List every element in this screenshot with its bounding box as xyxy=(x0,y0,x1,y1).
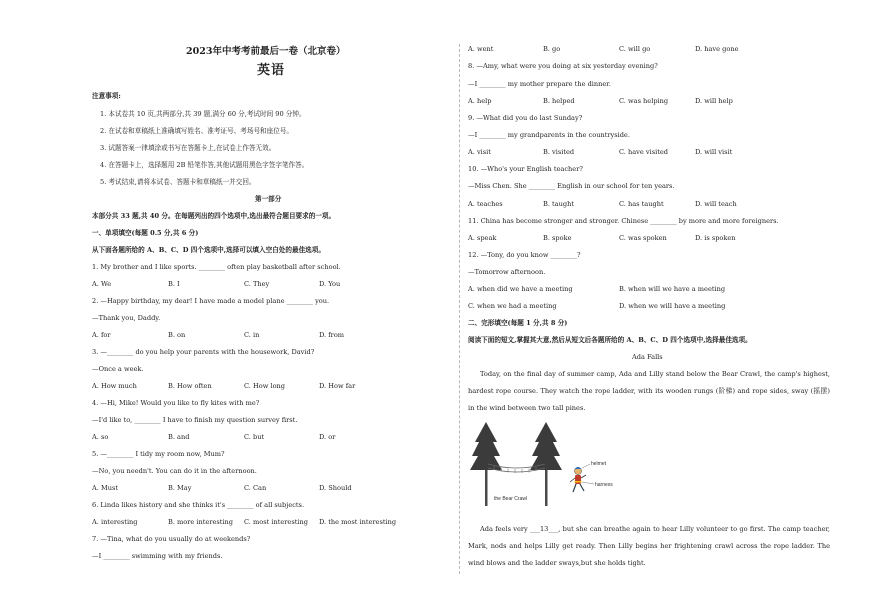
option-d[interactable]: D. will teach xyxy=(695,200,737,208)
exam-subject: 英语 xyxy=(257,63,286,78)
note-item: 5. 考试结束,请将本试卷、答题卡和草稿纸一并交回。 xyxy=(100,178,256,186)
question-stem: 6. Linda likes history and she thinks it's ________ of all subjects. xyxy=(92,501,305,509)
option-b[interactable]: B. more interesting xyxy=(168,518,233,526)
option-d[interactable]: D. from xyxy=(319,331,345,339)
question-stem: 4. —Hi, Mike! Would you like to fly kites with me? xyxy=(92,399,260,407)
option-c[interactable]: C. but xyxy=(244,433,265,441)
option-b[interactable]: B. May xyxy=(168,484,192,492)
note-item: 1. 本试卷共 10 页,共两部分,共 39 题,满分 60 分,考试时间 90 分钟。 xyxy=(100,110,306,118)
option-b[interactable]: B. helped xyxy=(543,97,575,105)
option-c[interactable]: C. They xyxy=(244,280,270,288)
notes-heading: 注意事项: xyxy=(92,92,121,100)
question-stem: —I ________ swimming with my friends. xyxy=(92,552,223,560)
option-d[interactable]: D. is spoken xyxy=(695,234,736,242)
question-stem: —Thank you, Daddy. xyxy=(92,314,161,322)
option-c[interactable]: C. will go xyxy=(619,45,651,53)
note-item: 3. 试题答案一律填涂或书写在答题卡上,在试卷上作答无效。 xyxy=(100,144,276,152)
option-d[interactable]: D. How far xyxy=(319,382,356,390)
option-b[interactable]: B. and xyxy=(168,433,190,441)
option-b[interactable]: B. spoke xyxy=(543,234,572,242)
option-b[interactable]: B. visited xyxy=(543,148,575,156)
option-d[interactable]: D. Should xyxy=(319,484,352,492)
option-c[interactable]: C. How long xyxy=(244,382,286,390)
note-item: 2. 在试卷和草稿纸上准确填写姓名、准考证号、考场号和座位号。 xyxy=(100,127,294,135)
question-stem: 8. —Amy, what were you doing at six yesterday evening? xyxy=(468,62,658,70)
section1-title: 一、单项填空(每题 0.5 分,共 6 分) xyxy=(92,229,199,237)
column-divider xyxy=(459,44,460,574)
option-b[interactable]: B. How often xyxy=(168,382,212,390)
passage-paragraph: Today, on the final day of summer camp, Ada and Lilly stand below the Bear Crawl, the camp's highest, hardest rope course. They watch the rope ladder, with its wooden rungs (阶梯) and rope sides, sway (摇摆) in the wind between two tall pines. xyxy=(468,370,830,412)
option-d[interactable]: D. or xyxy=(319,433,336,441)
option-b[interactable]: B. go xyxy=(543,45,561,53)
option-c[interactable]: C. most interesting xyxy=(244,518,308,526)
option-a[interactable]: A. help xyxy=(468,97,492,105)
option-a[interactable]: A. We xyxy=(92,280,112,288)
option-c[interactable]: C. has taught xyxy=(619,200,664,208)
part1-title: 第一部分 xyxy=(255,195,282,203)
option-d[interactable]: D. have gone xyxy=(695,45,739,53)
option-c[interactable]: C. when we had a meeting xyxy=(468,302,557,310)
passage-title: Ada Falls xyxy=(632,353,663,361)
question-stem: 12. —Tony, do you know ________? xyxy=(468,251,581,259)
option-a[interactable]: A. went xyxy=(468,45,494,53)
question-stem: —I'd like to, ________ I have to finish my question survey first. xyxy=(92,416,298,424)
question-stem: 1. My brother and I like sports. ________ often play basketball after school. xyxy=(92,263,341,271)
question-stem: 3. —________ do you help your parents with the housework, David? xyxy=(92,348,315,356)
option-a[interactable]: A. teaches xyxy=(468,200,503,208)
option-d[interactable]: D. when we will have a meeting xyxy=(619,302,726,310)
question-stem: —I ________ my mother prepare the dinner. xyxy=(468,80,611,88)
option-a[interactable]: A. visit xyxy=(468,148,491,156)
question-stem: —Miss Chen. She ________ English in our school for ten years. xyxy=(468,182,675,190)
question-stem: —Tomorrow afternoon. xyxy=(468,268,546,276)
exam-title: 2023年中考考前最后一卷（北京卷） xyxy=(186,46,346,57)
note-item: 4. 在答题卡上，选择题用 2B 铅笔作答,其他试题用黑色字签字笔作答。 xyxy=(100,161,309,169)
option-b[interactable]: B. taught xyxy=(543,200,574,208)
harness-label: harness xyxy=(595,482,613,488)
option-d[interactable]: D. You xyxy=(319,280,341,288)
option-a[interactable]: A. Must xyxy=(92,484,118,492)
option-a[interactable]: A. so xyxy=(92,433,109,441)
option-b[interactable]: B. on xyxy=(168,331,186,339)
option-d[interactable]: D. will help xyxy=(695,97,733,105)
section1-instructions: 从下面各题所给的 A、B、C、D 四个选项中,选择可以填入空白处的最佳选项。 xyxy=(92,246,325,254)
question-stem: 5. —________ I tidy my room now, Mum? xyxy=(92,450,225,458)
question-stem: 11. China has become stronger and stronger. Chinese ________ by more and more foreigners. xyxy=(468,217,779,225)
option-c[interactable]: C. Can xyxy=(244,484,267,492)
option-d[interactable]: D. the most interesting xyxy=(319,518,397,526)
question-stem: —I ________ my grandparents in the countryside. xyxy=(468,131,630,139)
question-stem: 2. —Happy birthday, my dear! I have made a model plane ________ you. xyxy=(92,297,330,305)
section2-instructions: 阅读下面的短文,掌握其大意,然后从短文后各题所给的 A、B、C、D 四个选项中,选择最佳选项。 xyxy=(468,336,752,344)
figure-caption: the Bear Crawl xyxy=(494,496,528,502)
part1-intro: 本部分共 33 题,共 40 分。在每题列出的四个选项中,选出最符合题目要求的一项。 xyxy=(92,212,336,220)
option-a[interactable]: A. How much xyxy=(92,382,137,390)
option-a[interactable]: A. for xyxy=(92,331,111,339)
option-a[interactable]: A. when did we have a meeting xyxy=(468,285,573,293)
question-stem: —Once a week. xyxy=(92,365,144,373)
section2-title: 二、完形填空(每题 1 分,共 8 分) xyxy=(468,319,568,327)
option-c[interactable]: C. was spoken xyxy=(619,234,667,242)
question-stem: —No, you needn't. You can do it in the afternoon. xyxy=(92,467,257,475)
question-stem: 7. —Tina, what do you usually do at weekends? xyxy=(92,535,251,543)
option-c[interactable]: C. have visited xyxy=(619,148,669,156)
bear-crawl-illustration xyxy=(470,420,630,510)
option-d[interactable]: D. will visit xyxy=(695,148,733,156)
option-c[interactable]: C. was helping xyxy=(619,97,669,105)
option-b[interactable]: B. when will we have a meeting xyxy=(619,285,726,293)
helmet-label: helmet xyxy=(591,461,607,467)
option-a[interactable]: A. speak xyxy=(468,234,497,242)
passage-paragraph: Ada feels very ___13___, but she can breathe again to hear Lilly volunteer to go first. The camp teacher, Mark, nods and helps Lilly get ready. Then Lilly begins her frightening crawl across the rope ladder. The wind blows and the ladder sways,but she holds tight. xyxy=(468,525,830,567)
question-stem: 9. —What did you do last Sunday? xyxy=(468,114,583,122)
option-b[interactable]: B. I xyxy=(168,280,180,288)
option-c[interactable]: C. in xyxy=(244,331,260,339)
option-a[interactable]: A. interesting xyxy=(92,518,138,526)
question-stem: 10. —Who's your English teacher? xyxy=(468,165,583,173)
